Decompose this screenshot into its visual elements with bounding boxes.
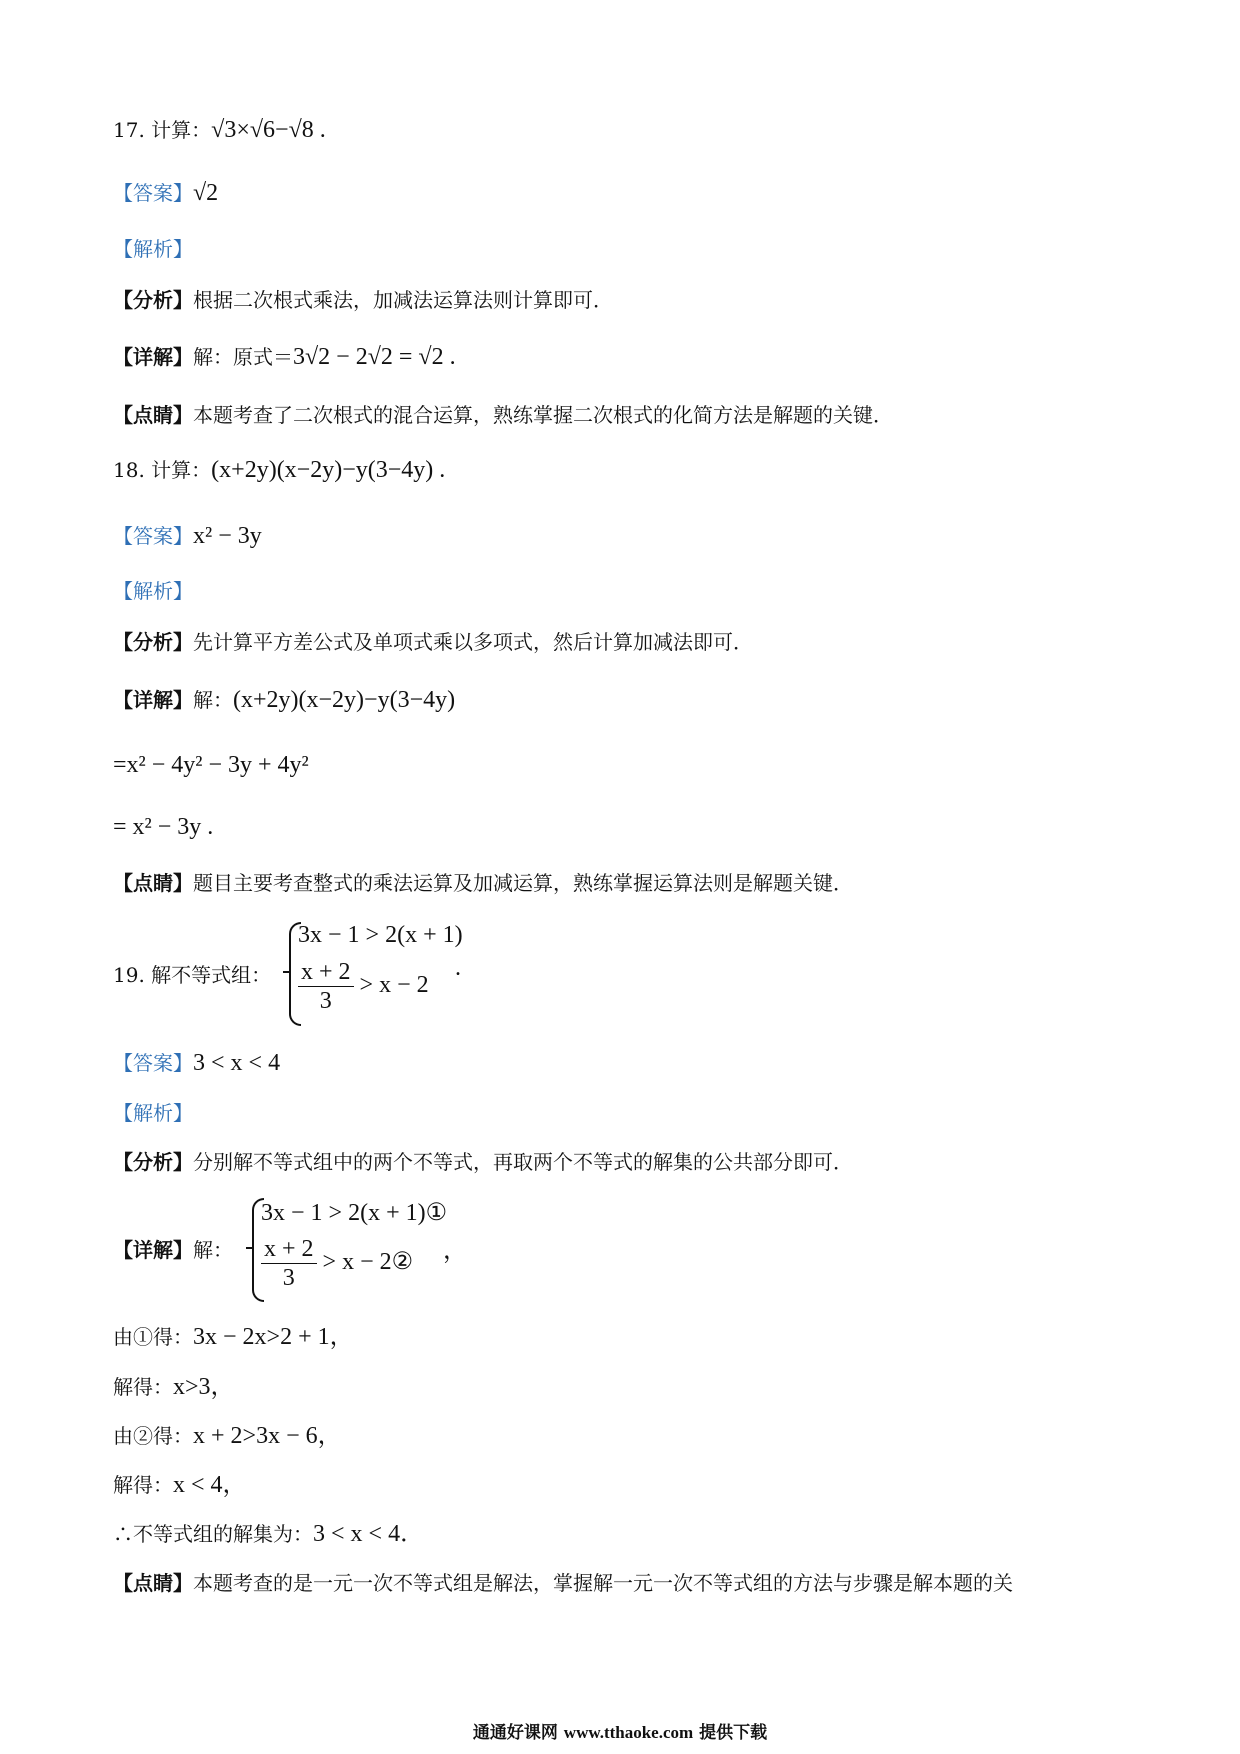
q17-analysis: 【分析】根据二次根式乘法，加减法运算法则计算即可． bbox=[113, 288, 613, 312]
q17-question: 17. 计算：√3×√6−√8 . bbox=[113, 117, 326, 143]
q18-step-2: = x² − 3y . bbox=[113, 814, 214, 840]
q19-ineq-2: $\frac{x + 2}{3}$ > x − 2 bbox=[298, 958, 429, 1015]
answer-tag: 【答案】 bbox=[113, 181, 193, 205]
q17-jiexi-tag: 【解析】 bbox=[113, 237, 193, 261]
q18-jiexi-tag: 【解析】 bbox=[113, 579, 193, 603]
q19-answer-value: 3 < x < 4 bbox=[193, 1050, 281, 1076]
q17-solution: 【详解】解：原式＝3√2 − 2√2 = √2 . bbox=[113, 344, 456, 370]
q19-solution-brace-tip bbox=[246, 1247, 252, 1249]
q17-answer-value: √2 bbox=[193, 180, 219, 206]
q19-answer bbox=[113, 1048, 1160, 1078]
q18-question: 18. 计算：(x+2y)(x−2y)−y(3−4y) . bbox=[113, 457, 446, 483]
q19-step-1: 由①得：3x − 2x>2 + 1， bbox=[113, 1324, 354, 1350]
q18-comment: 【点睛】题目主要考查整式的乘法运算及加减运算，熟练掌握运算法则是解题关键． bbox=[113, 871, 853, 895]
q19-comment: 【点睛】本题考查的是一元一次不等式组是解法，掌握解一元一次不等式组的方法与步骤是解本题的关 bbox=[113, 1571, 1013, 1595]
q19-end-mark: . bbox=[455, 955, 461, 981]
q19-sys-ineq-1: 3x − 1 > 2(x + 1)① bbox=[261, 1200, 448, 1226]
q19-brace-tip bbox=[283, 971, 289, 973]
footer-site-name: 通通好课网 bbox=[472, 1723, 558, 1743]
q17-answer bbox=[113, 178, 1160, 208]
q19-analysis: 【分析】分别解不等式组中的两个不等式，再取两个不等式的解集的公共部分即可． bbox=[113, 1150, 853, 1174]
q19-step-5: ∴不等式组的解集为：3 < x < 4． bbox=[113, 1521, 425, 1547]
q19-step-2: 解得：x>3， bbox=[113, 1374, 235, 1400]
q19-ineq-1: 3x − 1 > 2(x + 1) bbox=[298, 922, 463, 948]
q19-step-3: 由②得：x + 2>3x − 6， bbox=[113, 1423, 342, 1449]
page-footer bbox=[0, 1718, 1240, 1743]
q19-step-4: 解得：x < 4， bbox=[113, 1472, 247, 1498]
q19-sys-end: ， bbox=[443, 1238, 467, 1264]
answer-tag: 【答案】 bbox=[113, 524, 193, 548]
q19-jiexi-tag: 【解析】 bbox=[113, 1101, 193, 1125]
q17-comment: 【点睛】本题考查了二次根式的混合运算，熟练掌握二次根式的化简方法是解题的关键． bbox=[113, 403, 893, 427]
footer-download-text: 提供下载 bbox=[699, 1723, 768, 1743]
q18-step-1: =x² − 4y² − 3y + 4y² bbox=[113, 752, 309, 778]
footer-url[interactable]: www.tthaoke.com bbox=[563, 1723, 694, 1742]
q17-expression: √3×√6−√8 . bbox=[211, 117, 326, 143]
q18-answer-value: x² − 3y bbox=[193, 523, 262, 549]
q18-answer bbox=[113, 521, 1160, 551]
q18-expression: (x+2y)(x−2y)−y(3−4y) . bbox=[211, 457, 446, 483]
q19-solution-label: 【详解】解： bbox=[113, 1238, 233, 1262]
q18-analysis: 【分析】先计算平方差公式及单项式乘以多项式，然后计算加减法即可． bbox=[113, 630, 753, 654]
answer-tag: 【答案】 bbox=[113, 1051, 193, 1075]
q18-solution: 【详解】解：(x+2y)(x−2y)−y(3−4y) bbox=[113, 687, 456, 713]
q19-sys-ineq-2: $\frac{x + 2}{3}$ > x − 2② bbox=[261, 1235, 413, 1292]
q19-question: 19. 解不等式组： bbox=[113, 963, 272, 987]
q19-fraction: $\frac{x + 2}{3}$ bbox=[298, 958, 354, 1015]
